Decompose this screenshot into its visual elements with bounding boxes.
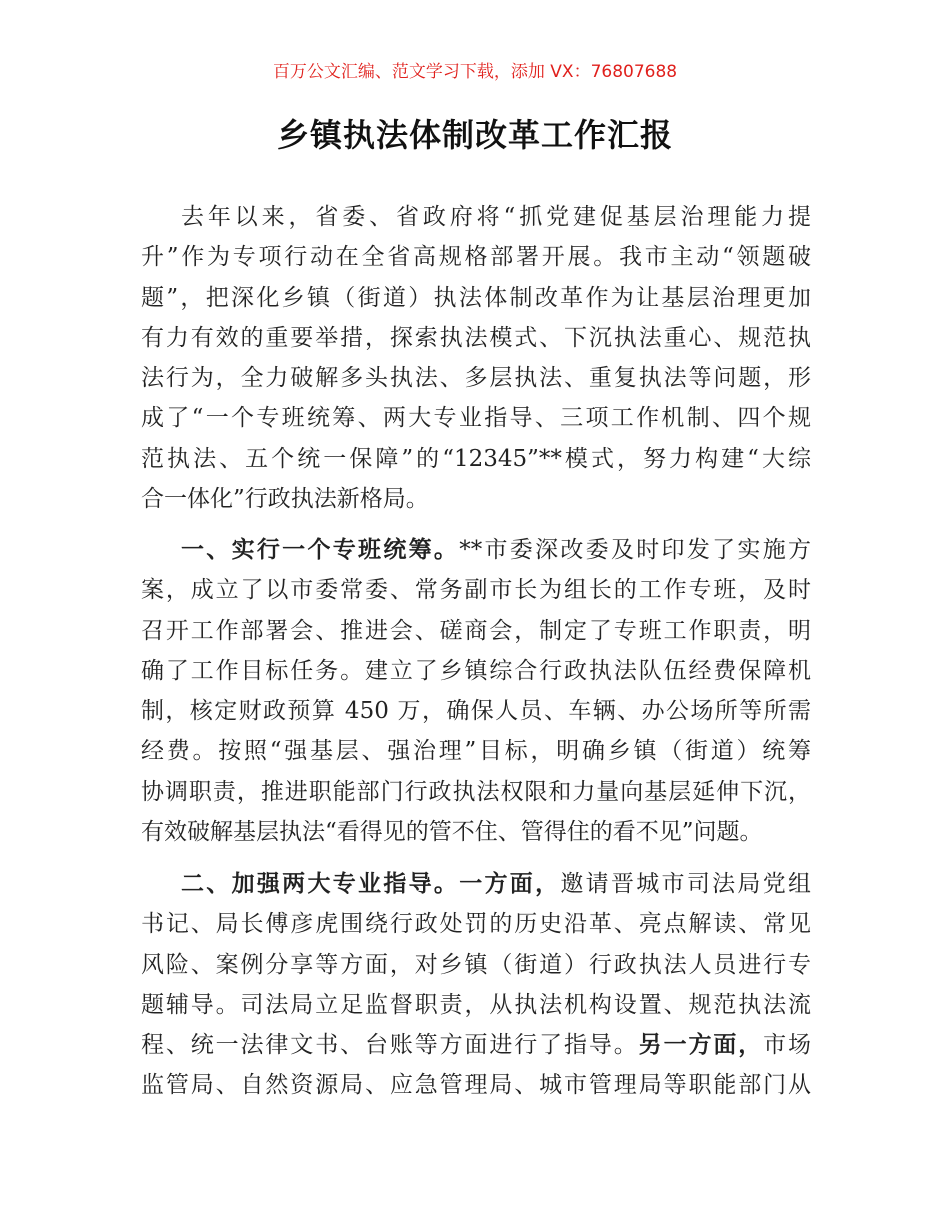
body-text: 制，核定财政预算 450 万，确保人员、车辆、办公场所等所需 (141, 698, 811, 725)
body-text: 案，成立了以市委常委、常务副市长为组长的工作专班，及时 (141, 577, 811, 604)
bold-heading-text: 二、加强两大专业指导。一方面， (181, 870, 561, 897)
body-text: 成了“一个专班统筹、两大专业指导、三项工作机制、四个规 (141, 405, 811, 432)
text-line (141, 318, 811, 358)
body-text: 市场 (763, 1032, 812, 1059)
body-text: 召开工作部署会、推进会、磋商会，制定了专班工作职责，明 (141, 617, 811, 644)
bold-heading-text: 一、实行一个专班统筹。 (181, 536, 460, 563)
text-line (141, 864, 811, 904)
body-text: 合一体化”行政执法新格局。 (141, 486, 429, 513)
text-line (141, 278, 811, 318)
body-text: 程、统一法律文书、台账等方面进行了指导。 (141, 1032, 639, 1059)
body-text: 范执法、五个统一保障”的“12345”**模式，努力构建“大综 (141, 445, 811, 472)
text-line (141, 904, 811, 944)
text-line (141, 651, 811, 691)
body-text: 经费。按照“强基层、强治理”目标，明确乡镇（街道）统筹 (141, 738, 811, 765)
text-line (141, 237, 811, 277)
text-line (141, 1025, 811, 1065)
body-text: 监管局、自然资源局、应急管理局、城市管理局等职能部门从 (141, 1072, 811, 1099)
text-line (141, 479, 811, 519)
body-text: 协调职责，推进职能部门行政执法权限和力量向基层延伸下沉， (141, 778, 811, 805)
text-line (141, 1065, 811, 1105)
text-line (141, 398, 811, 438)
paragraph (141, 197, 811, 519)
body-text: 升”作为专项行动在全省高规格部署开展。我市主动“领题破 (141, 244, 811, 271)
body-text: 书记、局长傅彦虎围绕行政处罚的历史沿革、亮点解读、常见 (141, 911, 811, 938)
text-line (141, 691, 811, 731)
text-line (141, 439, 811, 479)
text-line (141, 570, 811, 610)
bold-heading-text: 另一方面， (638, 1031, 764, 1059)
body-text: 邀请晋城市司法局党组 (560, 871, 812, 897)
text-line (141, 358, 811, 398)
body-text: 题”，把深化乡镇（街道）执法体制改革作为让基层治理更加 (141, 284, 811, 311)
body-text: 确了工作目标任务。建立了乡镇综合行政执法队伍经费保障机 (141, 657, 811, 684)
body-text: 去年以来，省委、省政府将“抓党建促基层治理能力提 (181, 204, 811, 230)
body-text: 法行为，全力破解多头执法、多层执法、重复执法等问题，形 (141, 365, 811, 392)
body-text: **市委深改委及时印发了实施方 (459, 537, 812, 563)
body-text: 风险、案例分享等方面，对乡镇（街道）行政执法人员进行专 (141, 951, 811, 978)
body-text: 有效破解基层执法“看得见的管不住、管得住的看不见”问题。 (141, 819, 763, 846)
text-line (141, 197, 811, 237)
document-title: 乡镇执法体制改革工作汇报 (276, 116, 673, 154)
text-line (141, 611, 811, 651)
text-line (141, 731, 811, 771)
text-line (141, 985, 811, 1025)
text-line (141, 812, 811, 852)
watermark-banner: 百万公文汇编、范文学习下载，添加 VX：76807688 (272, 62, 678, 82)
text-line (141, 945, 811, 985)
text-line (141, 772, 811, 812)
paragraph (141, 530, 811, 852)
body-text: 题辅导。司法局立足监督职责，从执法机构设置、规范执法流 (141, 991, 811, 1018)
paragraph (141, 864, 811, 1106)
body-text: 有力有效的重要举措，探索执法模式、下沉执法重心、规范执 (141, 324, 811, 351)
text-line (141, 530, 811, 570)
